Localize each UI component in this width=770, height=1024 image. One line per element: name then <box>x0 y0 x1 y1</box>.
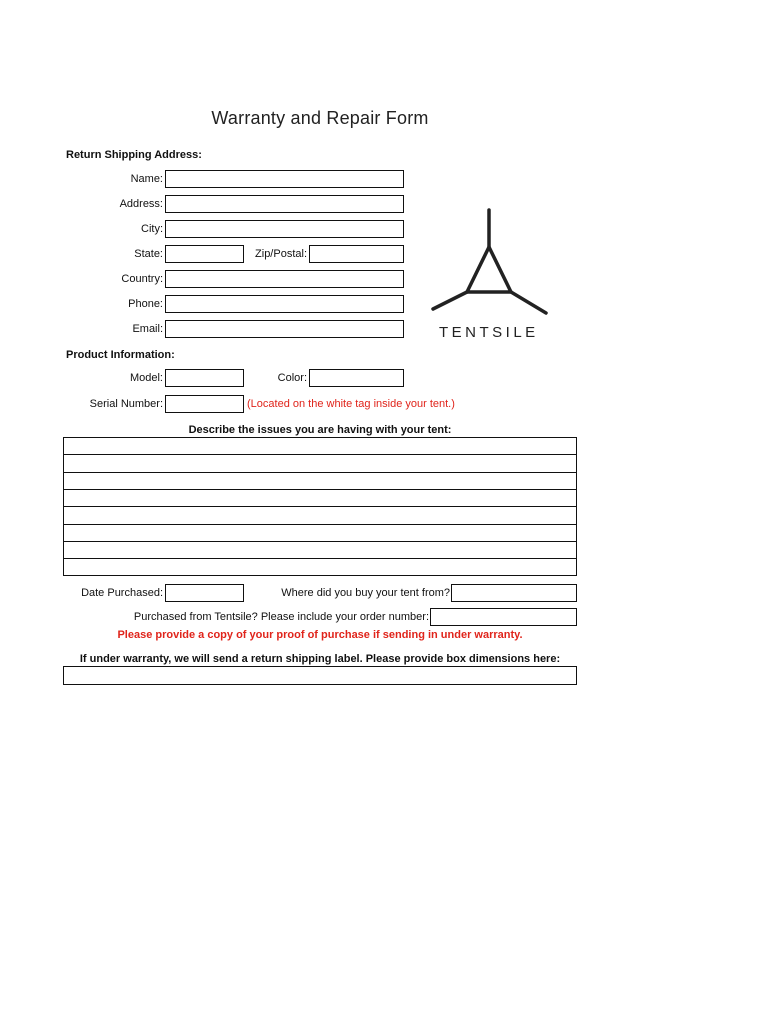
color-label: Color: <box>277 372 307 384</box>
where-bought-field[interactable] <box>451 584 577 602</box>
phone-field[interactable] <box>165 295 404 313</box>
zip-field[interactable] <box>309 245 404 263</box>
color-field[interactable] <box>309 369 404 387</box>
tentsile-logo-icon <box>425 205 555 325</box>
box-dimensions-field[interactable] <box>63 666 577 685</box>
city-label: City: <box>141 223 163 235</box>
date-purchased-label: Date Purchased: <box>81 587 163 599</box>
address-label: Address: <box>119 198 163 210</box>
phone-label: Phone: <box>128 298 163 310</box>
proof-of-purchase-note: Please provide a copy of your proof of purchase if sending in under warranty. <box>117 629 523 641</box>
email-label: Email: <box>132 323 163 335</box>
issues-line <box>64 506 576 507</box>
country-field[interactable] <box>165 270 404 288</box>
city-field[interactable] <box>165 220 404 238</box>
email-field[interactable] <box>165 320 404 338</box>
country-label: Country: <box>121 273 163 285</box>
return-address-heading: Return Shipping Address: <box>66 149 202 161</box>
issues-line <box>64 454 576 455</box>
model-label: Model: <box>129 372 163 384</box>
product-info-heading: Product Information: <box>66 349 175 361</box>
issues-heading: Describe the issues you are having with your tent: <box>188 424 452 436</box>
zip-label: Zip/Postal: <box>255 248 307 260</box>
address-field[interactable] <box>165 195 404 213</box>
box-dimensions-heading: If under warranty, we will send a return shipping label. Please provide box dimensions here: <box>79 653 561 665</box>
order-number-label: Purchased from Tentsile? Please include your order number: <box>133 611 429 623</box>
issues-line <box>64 558 576 559</box>
serial-field[interactable] <box>165 395 244 413</box>
date-purchased-field[interactable] <box>165 584 244 602</box>
name-label: Name: <box>130 173 163 185</box>
issues-line <box>64 472 576 473</box>
model-field[interactable] <box>165 369 244 387</box>
state-label: State: <box>134 248 163 260</box>
issues-line <box>64 524 576 525</box>
state-field[interactable] <box>165 245 244 263</box>
issues-line <box>64 541 576 542</box>
page-title: Warranty and Repair Form <box>211 108 429 128</box>
order-number-field[interactable] <box>430 608 577 626</box>
serial-note: (Located on the white tag inside your tent.) <box>247 398 455 410</box>
issues-line <box>64 489 576 490</box>
where-bought-label: Where did you buy your tent from? <box>281 587 450 599</box>
issues-textarea[interactable] <box>63 437 577 576</box>
serial-label: Serial Number: <box>89 398 163 410</box>
logo-wordmark: TENTSILE <box>439 324 539 341</box>
name-field[interactable] <box>165 170 404 188</box>
